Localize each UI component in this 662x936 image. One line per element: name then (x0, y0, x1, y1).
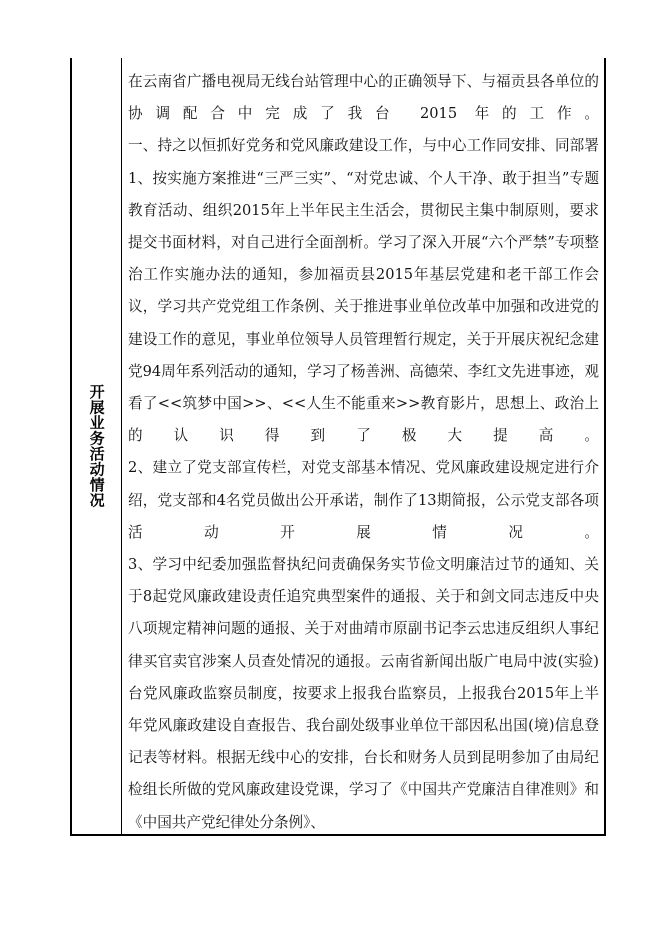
table-body-cell (122, 58, 604, 834)
table-row-label-cell (72, 58, 122, 834)
paragraph-item-1: 1、按实施方案推进“三严三实”、“对党忠诚、个人干净、敢于担当”专题教育活动、组织2015年上半年民主生活会，贯彻民主集中制原则，要求提交书面材料，对自己进行全面剖析。学习了深入开展“六个严禁”专项整治工作实施办法的通知，参加福贡县2015年基层党建和老干部工作会议，学习共产党党组工作条例、关于推进事业单位改革中加强和改进党的建设工作的意见，事业单位领导人员管理暂行规定，关于开展庆祝纪念建党94周年系列活动的通知，学习了杨善洲、高德荣、李红文先进事迹，观看了<<筑梦中国>>、<<人生不能重来>>教育影片，思想上、政治上的认识得到了极大提高。 (128, 169, 599, 445)
row-label-vertical-text: 开展业务活动情况 (87, 384, 106, 508)
paragraph-intro: 在云南省广播电视局无线台站管理中心的正确领导下、与福贡县各单位的协调配合中完成了我台 2015 年的工作。 (128, 73, 599, 123)
paragraph-item-3: 3、学习中纪委加强监督执纪问责确保务实节俭文明廉洁过节的通知、关于8起党风廉政建设责任追究典型案件的通报、关于和剑文同志违反中央八项规定精神问题的通报、关于对曲靖市原副书记李云忠违反组织人事纪律买官卖官涉案人员查处情况的通报。云南省新闻出版广电局中波(实验)台党风廉政监察员制度，按要求上报我台监察员，上报我台2015年上半年党风廉政建设自查报告、我台副处级事业单位干部因私出国(境)信息登记表等材料。根据无线中心的安排，台长和财务人员到昆明参加了由局纪检组长所做的党风廉政建设党课，学习了《中国共产党廉洁自律准则》和《中国共产党纪律处分条例》、 (128, 556, 599, 831)
paragraph-item-2: 2、建立了党支部宣传栏，对党支部基本情况、党风廉政建设规定进行介绍，党支部和4名党员做出公开承诺，制作了13期简报，公示党支部各项活动开展情况。 (128, 459, 599, 541)
report-table (70, 58, 606, 836)
paragraph-section-heading-one: 一、持之以恒抓好党务和党风廉政建设工作，与中心工作同安排、同部署 (128, 137, 599, 155)
